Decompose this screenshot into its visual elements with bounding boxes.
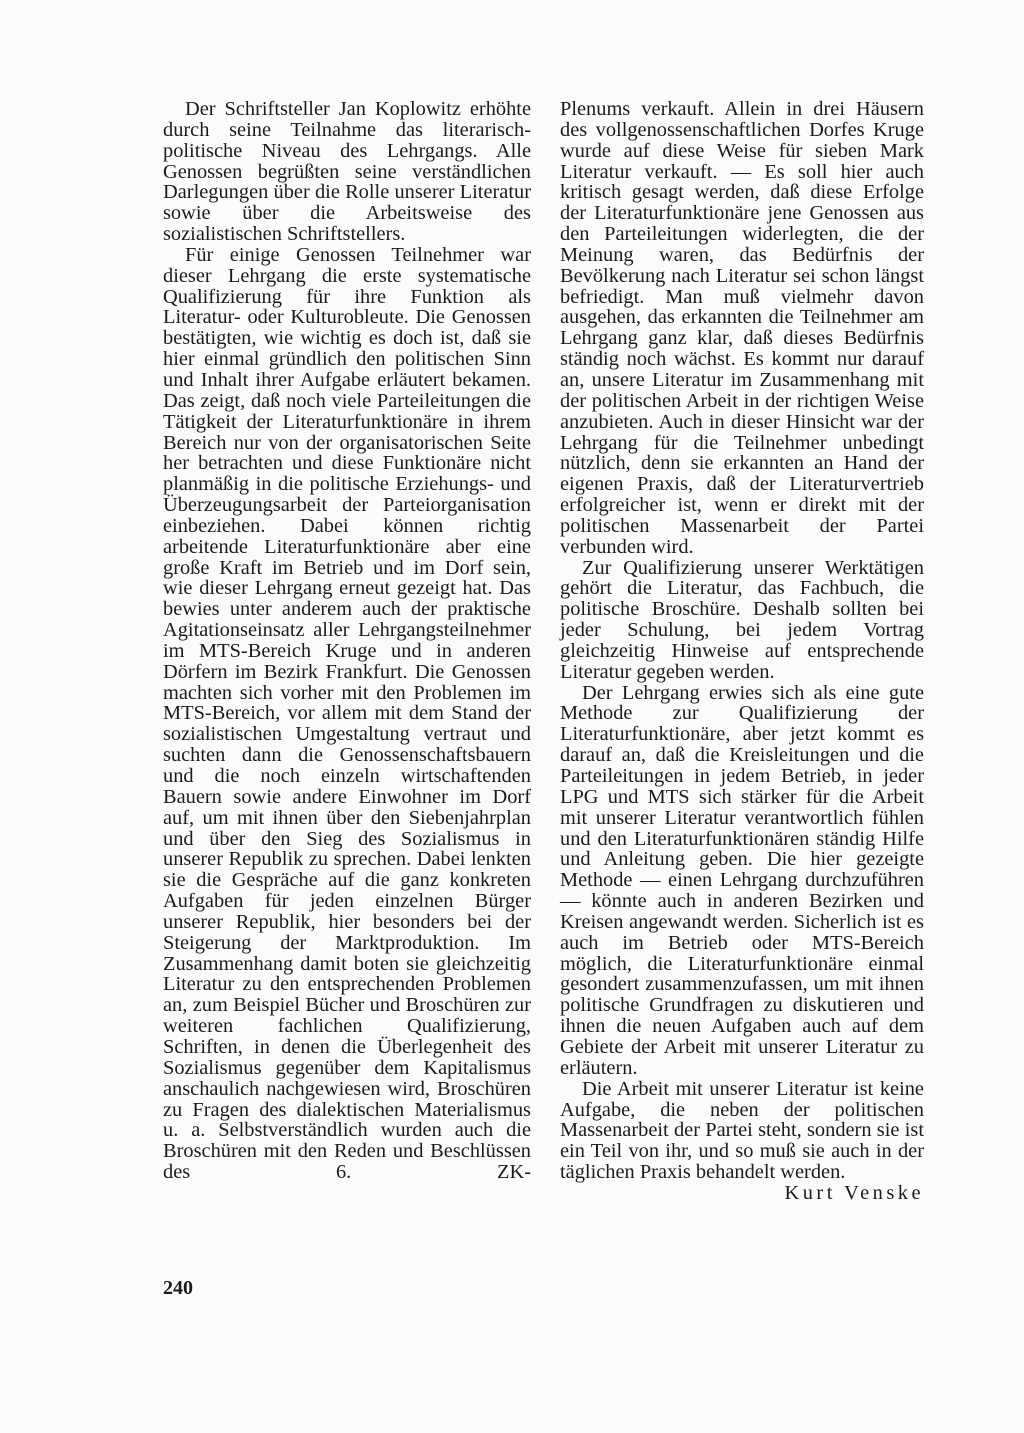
left-text-column — [163, 99, 531, 1183]
paragraph-methode: Der Lehrgang erwies sich als eine gute Methode zur Qualifizierung der Literaturfunktionäre, aber jetzt kommt es darauf an, daß die Kreisleitungen und die Parteileitungen in jedem Betrieb, in jeder LPG und MTS sich stärker für die Arbeit mit unserer Literatur verantwortlich fühlen und den Literaturfunktionären ständig Hilfe und Anleitung geben. Die hier gezeigte Methode — einen Lehrgang durchzuführen — könnte auch in anderen Bezirken und Kreisen angewandt werden. Sicherlich ist es auch im Betrieb oder MTS-Bereich möglich, die Literaturfunktionäre einmal gesondert zusammenzufassen, um mit ihnen politische Grundfragen zu diskutieren und ihnen die neuen Aufgaben auch auf dem Gebiete der Arbeit mit unserer Literatur zu erläutern. — [560, 681, 924, 1079]
paragraph-qualifizierung: Zur Qualifizierung unserer Werktätigen gehört die Literatur, das Fachbuch, die politische Broschüre. Deshalb sollten bei jeder Schulung, bei jedem Vortrag gleichzeitig Hinweise auf entsprechende Literatur gegeben werden. — [560, 556, 924, 683]
paragraph-plenums: Plenums verkauft. Allein in drei Häusern des vollgenossenschaftlichen Dorfes Kruge wurde auf diese Weise für sieben Mark Literatur verkauft. — Es soll hier auch kritisch gesagt werden, daß diese Erfolge der Literaturfunktionäre jene Genossen aus den Parteileitungen widerlegten, die der Meinung waren, das Bedürfnis der Bevölkerung nach Literatur sei schon längst befriedigt. Man muß vielmehr davon ausgehen, das erkannten die Teilnehmer am Lehrgang ganz klar, daß dieses Bedürfnis ständig noch wächst. Es kommt nur darauf an, unsere Literatur im Zusammenhang mit der politischen Arbeit in der richtigen Weise anzubieten. Auch in dieser Hinsicht war der Lehrgang für die Teilnehmer unbedingt nützlich, denn sie erkannten an Hand der eigenen Praxis, daß der Literaturvertrieb erfolgreicher ist, wenn er direkt mit der politischen Massenarbeit der Partei verbunden wird. — [560, 98, 924, 558]
page-number: 240 — [163, 1277, 193, 1299]
closing-text: Die Arbeit mit unserer Literatur ist keine Aufgabe, die neben der politischen Massenarbeit der Partei steht, sondern sie ist ein Teil von ihr, und so muß sie auch in der täglichen Praxis behandelt werden. — [560, 1077, 924, 1184]
paragraph-koplowitz: Der Schriftsteller Jan Koplowitz erhöhte durch seine Teilnahme das literarisch-politische Niveau des Lehrgangs. Alle Genossen begrüßten seine verständlichen Darlegungen über die Rolle unserer Literatur sowie über die Arbeitsweise des sozialistischen Schriftstellers. — [163, 98, 531, 246]
paragraph-schluss — [560, 1077, 924, 1204]
paragraph-lehrgang: Für einige Genossen Teilnehmer war dieser Lehrgang die erste systematische Qualifizierung für ihre Funktion als Literatur- oder Kulturobleute. Die Genossen bestätigten, wie wichtig es doch ist, daß sie hier einmal gründlich den politischen Sinn und Inhalt ihrer Aufgabe erläutert bekamen. Das zeigt, daß noch viele Parteileitungen die Tätigkeit der Literaturfunktionäre in ihrem Bereich nur von der organisatorischen Seite her betrachten und diese Funktionäre nicht planmäßig in die politische Erziehungs- und Überzeugungsarbeit der Parteiorganisation einbeziehen. Dabei können richtig arbeitende Literaturfunktionäre aber eine große Kraft im Betrieb und im Dorf sein, wie dieser Lehrgang erneut gezeigt hat. Das bewies unter anderem auch der praktische Agitationseinsatz aller Lehrgangsteilnehmer im MTS-Bereich Kruge und in anderen Dörfern im Bezirk Frankfurt. Die Genossen machten sich vorher mit den Problemen im MTS-Bereich, vor allem mit dem Stand der sozialistischen Umgestaltung vertraut und suchten dann die Genossenschaftsbauern und die noch einzeln wirtschaftenden Bauern sowie andere Einwohner im Dorf auf, um mit ihnen über den Siebenjahrplan und über den Sieg des Sozialismus in unserer Republik zu sprechen. Dabei lenkten sie die Gespräche auf die ganz konkreten Aufgaben für jeden einzelnen Bürger unserer Republik, hier besonders bei der Steigerung der Marktproduktion. Im Zusammenhang damit boten sie gleichzeitig Literatur zu den entsprechenden Problemen an, zum Beispiel Bücher und Broschüren zur weiteren fachlichen Qualifizierung, Schriften, in denen die Überlegenheit des Sozialismus gegenüber dem Kapitalismus anschaulich nachgewiesen wird, Broschüren zu Fragen des dialektischen Materialismus u. a. Selbstverständlich wurden auch die Broschüren mit den Reden und Beschlüssen des 6. ZK- — [163, 243, 531, 1184]
right-text-column — [560, 99, 924, 1204]
author-signature: Kurt Venske — [784, 1181, 924, 1204]
